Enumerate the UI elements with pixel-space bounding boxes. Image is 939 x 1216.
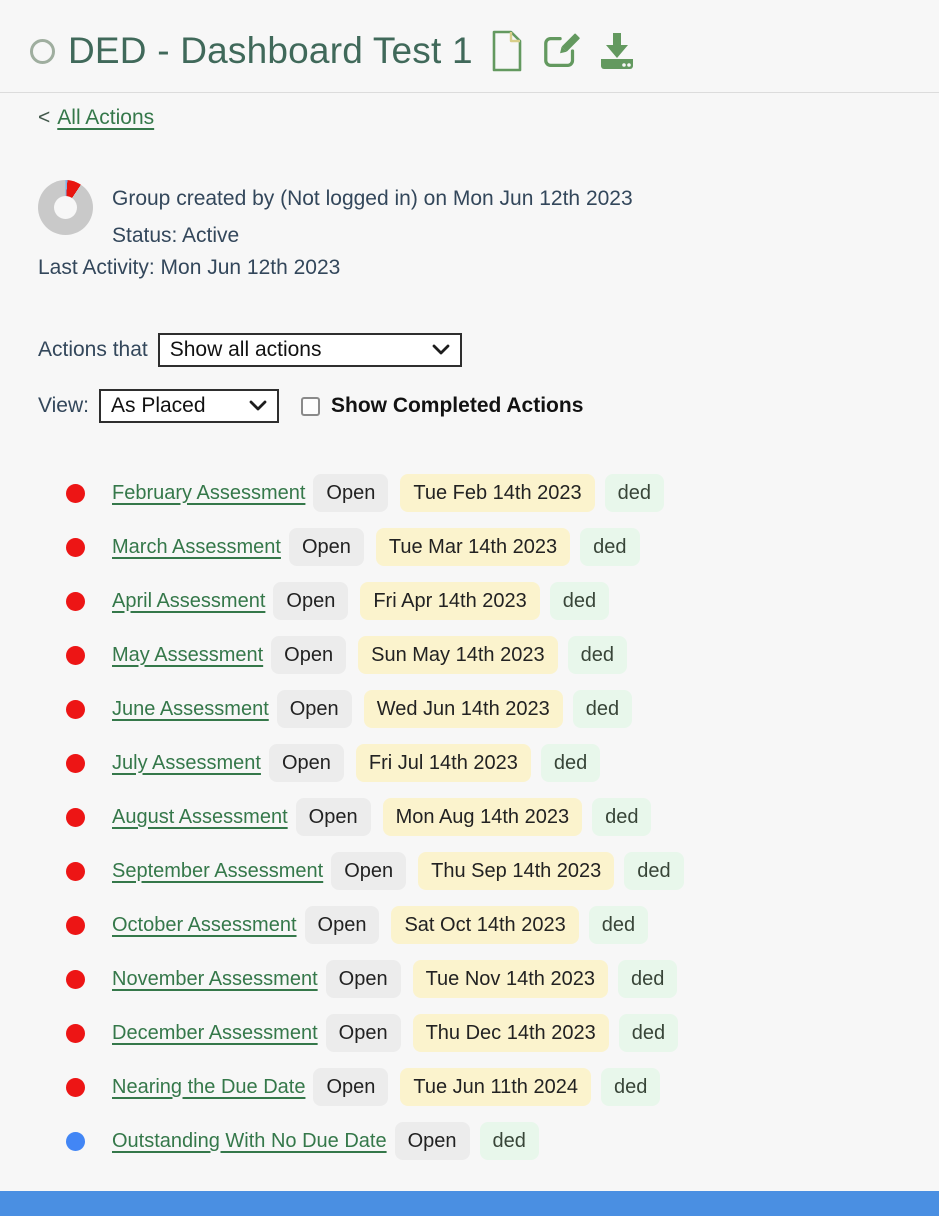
actions-filter-label: Actions that — [38, 338, 148, 361]
red-status-dot-icon — [66, 754, 85, 773]
actions-filter-select[interactable] — [158, 333, 462, 367]
red-status-dot-icon — [66, 916, 85, 935]
header-divider — [0, 92, 939, 93]
actions-list — [66, 466, 926, 1168]
tag-badge: ded — [605, 474, 664, 512]
status-ring-icon — [30, 39, 55, 64]
status-badge: Open — [273, 582, 348, 620]
status-badge: Open — [313, 1068, 388, 1106]
action-row — [66, 1006, 926, 1060]
header — [30, 28, 638, 74]
action-row — [66, 520, 926, 574]
action-row — [66, 952, 926, 1006]
chevron-down-icon — [248, 399, 268, 413]
show-completed-label: Show Completed Actions — [330, 394, 584, 417]
status-badge: Open — [326, 1014, 401, 1052]
action-link[interactable]: July Assessment — [112, 751, 261, 774]
new-document-icon[interactable] — [486, 28, 528, 74]
tag-badge: ded — [618, 960, 677, 998]
tag-badge: ded — [601, 1068, 660, 1106]
action-link[interactable]: February Assessment — [112, 481, 306, 504]
action-row — [66, 682, 926, 736]
due-date-badge: Mon Aug 14th 2023 — [383, 798, 582, 836]
red-status-dot-icon — [66, 808, 85, 827]
due-date-badge: Tue Nov 14th 2023 — [413, 960, 608, 998]
show-completed-checkbox[interactable] — [301, 397, 320, 416]
bottom-bar — [0, 1191, 939, 1216]
action-link[interactable]: September Assessment — [112, 859, 324, 882]
red-status-dot-icon — [66, 646, 85, 665]
action-link[interactable]: March Assessment — [112, 535, 281, 558]
action-link[interactable]: August Assessment — [112, 805, 288, 828]
action-link[interactable]: April Assessment — [112, 589, 266, 612]
tag-badge: ded — [541, 744, 600, 782]
action-row — [66, 736, 926, 790]
group-created-text: Group created by (Not logged in) on Mon Jun 12th 2023 — [112, 187, 633, 210]
tag-badge: ded — [550, 582, 609, 620]
action-link[interactable]: June Assessment — [112, 697, 269, 720]
tag-badge: ded — [619, 1014, 678, 1052]
action-link[interactable]: November Assessment — [112, 967, 318, 990]
progress-donut-chart — [38, 180, 93, 235]
red-status-dot-icon — [66, 592, 85, 611]
tag-badge: ded — [568, 636, 627, 674]
group-status-text: Status: Active — [112, 224, 240, 247]
tag-badge: ded — [573, 690, 632, 728]
last-activity-text: Last Activity: Mon Jun 12th 2023 — [38, 256, 341, 279]
all-actions-link[interactable]: All Actions — [57, 106, 155, 129]
status-badge: Open — [277, 690, 352, 728]
due-date-badge: Tue Feb 14th 2023 — [400, 474, 594, 512]
action-row — [66, 790, 926, 844]
action-row — [66, 466, 926, 520]
action-link[interactable]: Outstanding With No Due Date — [112, 1129, 387, 1152]
due-date-badge: Thu Dec 14th 2023 — [413, 1014, 609, 1052]
due-date-badge: Sat Oct 14th 2023 — [391, 906, 578, 944]
due-date-badge: Fri Apr 14th 2023 — [360, 582, 539, 620]
red-status-dot-icon — [66, 862, 85, 881]
chevron-down-icon — [431, 343, 451, 357]
page-title: DED - Dashboard Test 1 — [68, 30, 473, 71]
actions-filter-value: Show all actions — [169, 338, 322, 361]
edit-icon[interactable] — [541, 28, 583, 74]
action-link[interactable]: December Assessment — [112, 1021, 318, 1044]
due-date-badge: Thu Sep 14th 2023 — [418, 852, 614, 890]
action-row — [66, 898, 926, 952]
tag-badge: ded — [624, 852, 683, 890]
status-badge: Open — [289, 528, 364, 566]
tag-badge: ded — [592, 798, 651, 836]
group-meta — [112, 180, 633, 254]
status-badge: Open — [269, 744, 344, 782]
download-icon[interactable] — [596, 28, 638, 74]
tag-badge: ded — [580, 528, 639, 566]
red-status-dot-icon — [66, 484, 85, 503]
status-badge: Open — [395, 1122, 470, 1160]
view-label: View: — [38, 394, 89, 417]
red-status-dot-icon — [66, 700, 85, 719]
blue-status-dot-icon — [66, 1132, 85, 1151]
due-date-badge: Fri Jul 14th 2023 — [356, 744, 531, 782]
due-date-badge: Sun May 14th 2023 — [358, 636, 557, 674]
action-link[interactable]: May Assessment — [112, 643, 264, 666]
status-badge: Open — [296, 798, 371, 836]
view-value: As Placed — [110, 394, 206, 417]
tag-badge: ded — [480, 1122, 539, 1160]
status-badge: Open — [331, 852, 406, 890]
due-date-badge: Wed Jun 14th 2023 — [364, 690, 563, 728]
action-row — [66, 1060, 926, 1114]
red-status-dot-icon — [66, 970, 85, 989]
action-row — [66, 574, 926, 628]
actions-filter-row — [38, 333, 462, 367]
view-select[interactable] — [99, 389, 279, 423]
due-date-badge: Tue Jun 11th 2024 — [400, 1068, 591, 1106]
breadcrumb-chevron: < — [38, 106, 51, 129]
due-date-badge: Tue Mar 14th 2023 — [376, 528, 570, 566]
status-badge: Open — [313, 474, 388, 512]
action-row — [66, 628, 926, 682]
action-row — [66, 844, 926, 898]
view-filter-row — [38, 389, 583, 423]
breadcrumb — [38, 106, 154, 130]
status-badge: Open — [305, 906, 380, 944]
status-badge: Open — [326, 960, 401, 998]
status-badge: Open — [271, 636, 346, 674]
action-row — [66, 1114, 926, 1168]
red-status-dot-icon — [66, 1078, 85, 1097]
action-link[interactable]: Nearing the Due Date — [112, 1075, 306, 1098]
red-status-dot-icon — [66, 1024, 85, 1043]
red-status-dot-icon — [66, 538, 85, 557]
tag-badge: ded — [589, 906, 648, 944]
action-link[interactable]: October Assessment — [112, 913, 297, 936]
